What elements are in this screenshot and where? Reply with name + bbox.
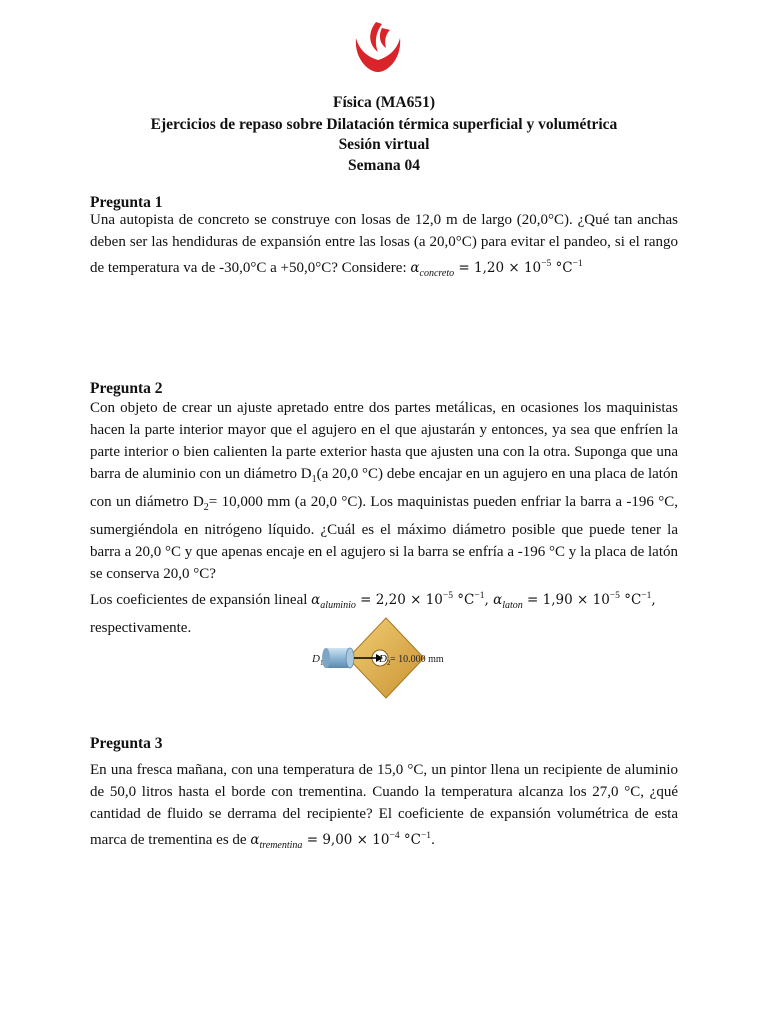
question-2-body-c: = 10,000 mm (a 20,0 °C). Los maquinistas pueden enfriar la barra a -196 °C, sumergiéndola en nitrógeno líquido. ¿Cuál es el máximo diámetro posible que puede tener la barra a 20,0 °C y que apenas encaje en el agujero si la barra se enfría a -196 °C y la placa de latón se conserva 20,0 °C? [90,494,678,582]
alpha-symbol: α [410,260,420,276]
d1-label: D [312,653,320,665]
alpha-trementina-value: = 9,00 × 10 [302,832,390,848]
alpha-exponent: −5 [541,259,552,269]
coefficients-text: Los coeficientes de expansión lineal [90,592,312,608]
alpha-laton-unit-exponent: −1 [641,591,652,601]
question-2-title: Pregunta 2 [90,380,163,397]
alpha-trementina-exponent: −4 [389,831,400,841]
d2-value-label: = 10.000 mm [390,654,444,665]
question-3-body: En una fresca mañana, con una temperatura de 15,0 °C, un pintor llena un recipiente de aluminio de 50,0 litros hasta el borde con trementina. Cuando la temperatura alcanza los 27,0 °C, ¿qué cantidad de fluido se derrama del recipiente? El coeficiente de expansión volumétrica de esta marca de trementina es de [90,762,678,848]
alpha-aluminio-subscript: aluminio [320,600,356,611]
coefficients-end: respectivamente. [90,620,192,636]
question-3-text: En una fresca mañana, con una temperatura de 15,0 °C, un pintor llena un recipiente de aluminio de 50,0 litros hasta el borde con trementina. Cuando la temperatura alcanza los 27,0 °C, ¿qué cantidad de fluido se derrama del recipiente? El coeficiente de expansión volumétrica de esta marca de trementina es de $\alpha_{trementina} = 9,00 \times 10^{-4}$ $^\circ C^{-1}$. [90,762,678,851]
session-label: Sesión virtual [338,136,430,153]
alpha-laton-unit: °C [619,592,642,608]
week-label: Semana 04 [348,157,420,174]
alpha-aluminio-exponent: −5 [442,591,453,601]
d1-subscript: 1 [311,474,317,485]
d2-subscript: 2 [203,502,209,513]
bar-and-plate-figure [310,614,462,700]
d2-label: D [379,653,387,665]
d1-label-sub: 1 [320,659,324,667]
question-1-text [90,209,678,285]
alpha-aluminio-unit-exponent: −1 [474,591,485,601]
alpha-laton-subscript: laton [502,600,523,611]
alpha-unit: °C [551,260,573,276]
alpha-aluminio-unit: °C [453,592,475,608]
question-2-text: Con objeto de crear un ajuste apretado entre dos partes metálicas, en ocasiones los maquinistas hacen la parte interior mayor que el agujero en el que ajustarán y entonces, ya sea que enfríen la parte interior o bien calienten la parte exterior hasta que ajusten una con la otra. Suponga que una barra de aluminio con un diámetro $D_1(a$ 20,0 °C) debe encajar en un agujero en una placa de latón con un diámetro $D_2= 10,000$ mm (a 20,0 °C). Los maquinistas pueden enfriar la barra a -196 °C, sumergiéndola en nitrógeno líquido. ¿Cuál es el máximo diámetro posible que puede tener la barra a 20,0 °C y que apenas encaje en el agujero si la barra se enfría a -196 °C y la placa de latón se conserva 20,0 °C? Los coeficientes de expansión lineal $\alpha_{aluminio} = 2,20 \times 10^{-5}$ $^\circ C^{-1}$, $\alpha_{laton} = 1,90 \times 10^{-5}$ $^\circ C^{-1}$, respectivamente. [90,400,678,636]
alpha-aluminio-value: = 2,20 × 10 [355,592,443,608]
course-title: Física (MA651) [332,94,435,111]
university-logo [348,16,408,76]
alpha-laton-value: = 1,90 × 10 [522,592,610,608]
d2-label-sub: 2 [387,659,391,667]
question-1-body: Una autopista de concreto se construye con losas de 12,0 m de largo (20,0°C). ¿Qué tan anchas deben ser las hendiduras de expansión entre las losas (a 20,0°C) para evitar el pandeo, si el rango de temperatura va de -30,0°C a +50,0°C? Considere: [90,212,678,276]
question-3-title: Pregunta 3 [90,735,163,752]
alpha-trementina-subscript: trementina [259,840,303,851]
question-1-title: Pregunta 1 [90,194,163,211]
question-2-body-b: (a 20,0 °C) debe encajar en un agujero en una placa de latón con un diámetro D [90,466,678,510]
alpha-unit-exponent: −1 [572,259,583,269]
alpha-laton-exponent: −5 [609,591,620,601]
alpha-value: = 1,20 × 10 [454,260,542,276]
question-2-body-a: Con objeto de crear un ajuste apretado entre dos partes metálicas, en ocasiones los maquinistas hacen la parte interior mayor que el agujero en el que ajustarán y entonces, ya sea que enfríen la parte interior o bien calienten la parte exterior hasta que ajusten una con la otra. Suponga que una barra de aluminio con un diámetro D [90,400,678,482]
alpha-subscript: concreto [419,268,455,279]
alpha-trementina-unit: °C [399,832,421,848]
document-subject: Ejercicios de repaso sobre Dilatación térmica superficial y volumétrica [150,116,618,133]
alpha-trementina-unit-exponent: −1 [420,831,432,841]
